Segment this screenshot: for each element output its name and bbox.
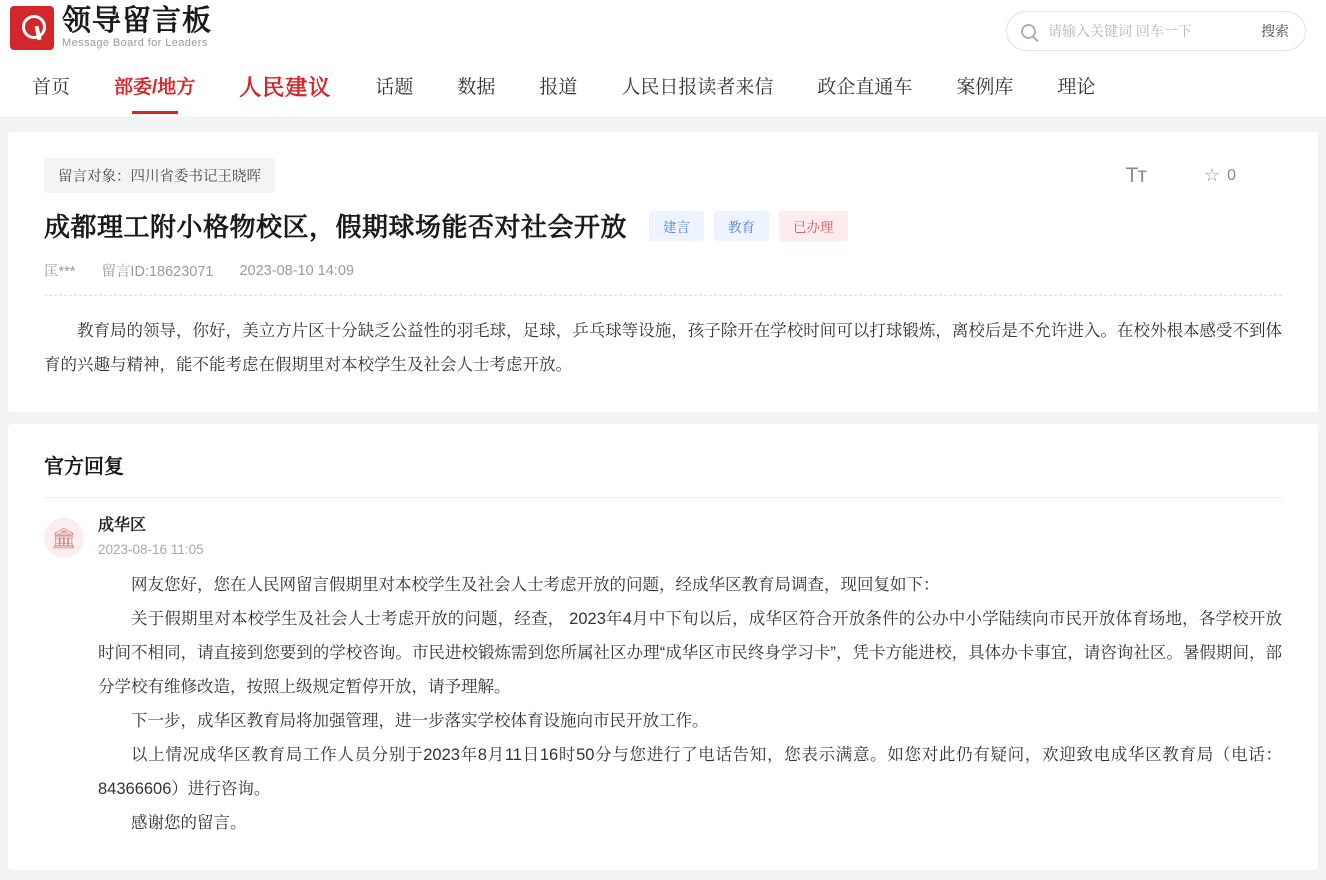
government-building-icon: 🏛 [44, 518, 84, 558]
nav-item-case-library[interactable]: 案例库 [956, 76, 1014, 98]
message-target-label: 留言对象：四川省委书记王晓晖 [44, 158, 275, 193]
post-message-id: 留言ID:18623071 [101, 264, 214, 280]
speech-bubble-logo-icon [10, 6, 54, 50]
tag-suggestion[interactable]: 建言 [649, 211, 704, 241]
logo-text [62, 6, 212, 50]
nav-item-reports[interactable]: 报道 [539, 76, 578, 98]
reply-timestamp: 2023-08-16 11:05 [98, 542, 204, 557]
nav-item-theory[interactable]: 理论 [1057, 76, 1096, 98]
post-title-row [44, 207, 1282, 244]
reply-org-block [98, 516, 204, 557]
search-input[interactable] [1046, 22, 1251, 40]
post-byline [44, 260, 1282, 296]
post-body: 教育局的领导，你好，美立方片区十分缺乏公益性的羽毛球，足球，乒乓球等设施，孩子除开在学校时间可以打球锻炼，离校后是不允许进入。在校外根本感受不到体育的兴趣与精神，能不能考虑在假期里对本校学生及社会人士考虑开放。 [44, 322, 1282, 374]
logo-title: 领导留言板 [62, 5, 213, 37]
nav-item-peoples-suggestions[interactable]: 人民建议 [239, 74, 332, 100]
main-navigation [0, 62, 1326, 118]
reply-organization: 成华区 [98, 517, 147, 534]
favorite-button[interactable] [1204, 165, 1236, 186]
reply-section-title: 官方回复 [44, 450, 1282, 498]
site-logo[interactable] [10, 6, 212, 50]
reply-header [44, 516, 1282, 558]
nav-item-gov-enterprise-express[interactable]: 政企直通车 [817, 76, 913, 98]
reply-paragraph: 感谢您的留言。 [131, 814, 247, 832]
reply-paragraph: 关于假期里对本校学生及社会人士考虑开放的问题，经查， 2023年4月中下旬以后，成华区符合开放条件的公办中小学陆续向市民开放体育场地，各学校开放时间不相同，请直接到您要到的学校咨询。市民进校锻炼需到您所属社区办理“成华区市民终身学习卡”，凭卡方能进校，具体办卡事宜，请咨询社区。暑假期间，部分学校有维修改造，按照上级规定暂停开放，请予理解。 [98, 610, 1282, 696]
nav-item-topics[interactable]: 话题 [375, 76, 414, 98]
post-author: 匡*** [44, 264, 76, 280]
star-icon: ☆ [1203, 165, 1221, 185]
site-header [0, 0, 1326, 62]
reply-paragraph: 下一步，成华区教育局将加强管理，进一步落实学校体育设施向市民开放工作。 [131, 712, 709, 730]
logo-subtitle: Message Board for Leaders [62, 37, 208, 49]
post-header-row [44, 158, 1282, 193]
nav-item-home[interactable]: 首页 [32, 76, 71, 98]
post-tools [1126, 164, 1283, 188]
nav-item-reader-letters[interactable]: 人民日报读者来信 [621, 76, 774, 98]
page-content [0, 118, 1326, 870]
reply-paragraph: 以上情况成华区教育局工作人员分别于2023年8月11日16时50分与您进行了电话告知，您表示满意。如您对此仍有疑问，欢迎致电成华区教育局（电话：84366606）进行咨询。 [98, 746, 1282, 798]
post-card [8, 132, 1318, 412]
search-box[interactable] [1006, 11, 1306, 51]
tag-education[interactable]: 教育 [714, 211, 769, 241]
nav-item-ministries-local[interactable]: 部委/地方 [92, 62, 217, 118]
reply-paragraph: 网友您好，您在人民网留言假期里对本校学生及社会人士考虑开放的问题，经成华区教育局调查，现回复如下： [131, 576, 940, 594]
reply-body [44, 568, 1282, 840]
post-date: 2023-08-10 14:09 [239, 262, 354, 279]
official-reply-card [8, 424, 1318, 870]
page-title: 成都理工附小格物校区，假期球场能否对社会开放 [44, 212, 628, 242]
nav-item-data[interactable]: 数据 [457, 76, 496, 98]
favorite-count: 0 [1227, 166, 1236, 184]
search-button[interactable]: 搜索 [1261, 23, 1289, 39]
text-size-icon[interactable]: Tт [1125, 163, 1146, 187]
status-badge: 已办理 [779, 211, 848, 241]
search-icon [1021, 24, 1036, 39]
